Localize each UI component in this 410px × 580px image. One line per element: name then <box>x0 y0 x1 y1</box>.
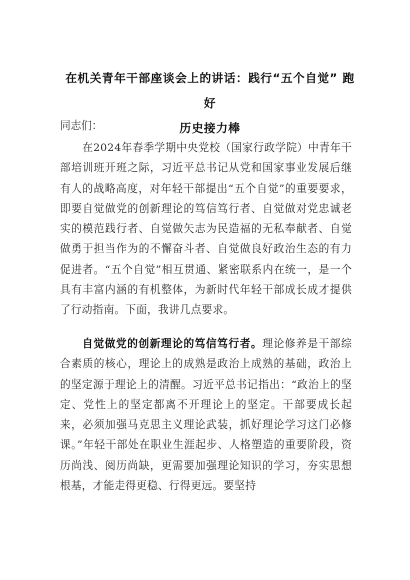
body-paragraph-1: 在2024年春季学期中央党校（国家行政学院）中青年干部培训班开班之际，习近平总书记从党和国家事业发展后继有人的战略高度，对年轻干部提出“五个自觉”的重要要求，即要自觉做党的创新理论的笃信笃行者、自觉做对党忠诚老实的模范践行者、自觉做矢志为民造福的无私奉献者、自觉做勇于担当作为的不懈奋斗者、自觉做良好政治生态的有力促进者。“五个自觉”相互贯通、紧密联系内在统一，是一个具有丰富内涵的有机整体，为新时代年轻干部成长成才提供了行动指南。下面，我讲几点要求。 <box>60 142 352 317</box>
title-line-1: 在机关青年干部座谈会上的讲话：践行“五个自觉” 跑好 <box>65 71 355 110</box>
document-title <box>60 66 360 141</box>
title-line-2: 历史接力棒 <box>179 121 241 135</box>
body-paragraph-2 <box>60 334 352 496</box>
paragraph-2-lead: 自觉做党的创新理论的笃信笃行者。 <box>82 338 263 350</box>
salutation: 同志们： <box>60 120 103 132</box>
paragraph-2-body: 理论修养是干部综合素质的核心，理论上的成熟是政治上成熟的基础，政治上的坚定源于理论上的清醒。习近平总书记指出：“政治上的坚定、党性上的坚定都离不开理论上的坚定。干部要成长起来，必须加强马克思主义理论武装，抓好理论学习这门必修课。”年轻干部处在职业生涯起步、人格塑造的重要阶段，资历尚浅、阅历尚缺，更需要加强理论知识的学习，夯实思想根基，才能走得更稳、行得更远。要坚持 <box>60 338 352 493</box>
